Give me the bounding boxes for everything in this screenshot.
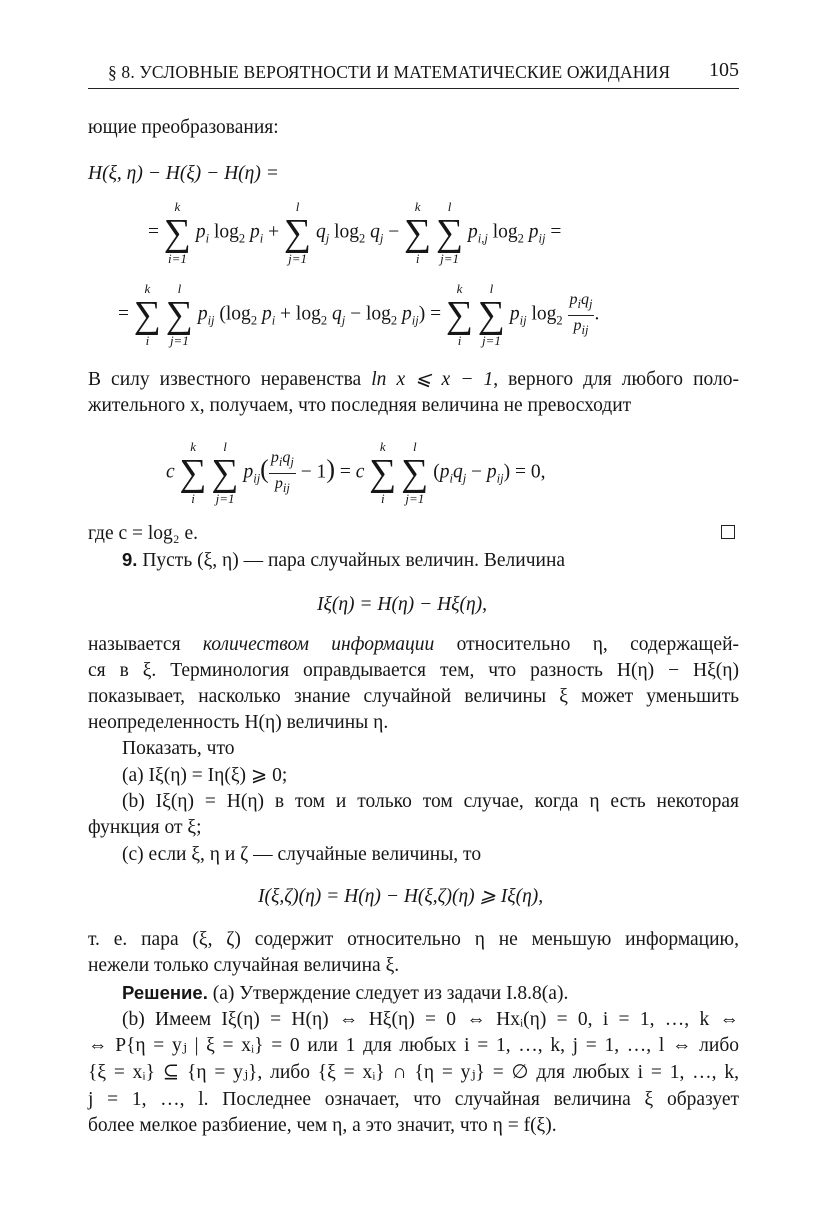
running-head: § 8. УСЛОВНЫЕ ВЕРОЯТНОСТИ И МАТЕМАТИЧЕСКИЕ ОЖИДАНИЯ [108, 62, 671, 82]
equation-line-4: c k ∑ i l ∑ j=1 $p_{ij}$( $\frac{p_iq_j}{p_{ij}}$ − 1) = c k ∑ i l ∑ j=1 $(p_iq_j - p_{ij}) = 0$, [166, 439, 546, 506]
equation-line-1: H(ξ, η) − H(ξ) − H(η) = [88, 163, 279, 184]
equation-line-3: = k ∑ i l ∑ j=1 $p_{ij}$ ($\log_2$ $p_i + \log_2 q_j - \log_2 p_{ij}$) = k ∑ i l ∑ j=1 $p_{ij}$ $\log_2$ $\frac{p_iq_j}{p_{ij}}$ . [118, 281, 600, 348]
running-header [88, 58, 739, 89]
solution-label: Решение. [122, 982, 208, 1003]
inequality-line-1: В силу известного неравенства ln x ⩽ x − 1, верного для любого поло- [88, 369, 739, 390]
problem-9-line-5: неопределенность H(η) величины η. [88, 712, 389, 733]
solution-b-line-5: более мелкое разбиение, чем η, а это значит, что η = f(ξ). [88, 1115, 557, 1136]
where-c: где c = log₂ e. [88, 523, 199, 544]
after-line-2: нежели только случайная величина ξ. [88, 955, 400, 976]
solution-b-line-2: ⇔ P{η = yⱼ | ξ = xᵢ} = 0 или 1 для любых i = 1, …, k, j = 1, …, l ⇔ либо [88, 1035, 739, 1056]
problem-9-line-3: ся в ξ. Терминология оправдывается тем, что разность H(η) − Hξ(η) [88, 660, 739, 681]
item-a: (a) Iξ(η) = Iη(ξ) ⩾ 0; [122, 765, 288, 786]
qed-box [721, 525, 735, 539]
item-c-formula: I(ξ,ζ)(η) = H(η) − H(ξ,ζ)(η) ⩾ Iξ(η), [258, 886, 544, 907]
solution-b-line-4: j = 1, …, l. Последнее означает, что случайная величина ξ образует [88, 1089, 739, 1110]
item-c: (c) если ξ, η и ζ — случайные величины, то [122, 844, 482, 865]
problem-9-line-4: показывает, насколько знание случайной величины ξ может уменьшить [88, 686, 739, 707]
equation-line-2: = k ∑ i=1 $p_i$ $\log_2 p_i$ + l ∑ j=1 $q_j$ $\log_2 q_j$ − k ∑ i l ∑ j=1 $p_{i,j}$ $\log_2 p_{ij}$ = [148, 199, 562, 266]
solution-b-line-3: {ξ = xᵢ} ⊆ {η = yⱼ}, либо {ξ = xᵢ} ∩ {η = yⱼ} = ∅ для любых i = 1, …, k, [88, 1062, 739, 1083]
page-number: 105 [709, 59, 739, 81]
show-that: Показать, что [122, 738, 235, 759]
solution-b-line-1: (b) Имеем Iξ(η) = H(η) ⇔ Hξ(η) = 0 ⇔ Hxᵢ(η) = 0, i = 1, …, k ⇔ [122, 1009, 739, 1030]
problem-number: 9. [122, 549, 138, 570]
item-b-line-2: функция от ξ; [88, 817, 202, 838]
solution-a: Решение. (a) Утверждение следует из задачи I.8.8(a). [122, 982, 569, 1004]
intro-text: ющие преобразования: [88, 117, 279, 138]
problem-9-formula: Iξ(η) = H(η) − Hξ(η), [317, 594, 488, 615]
problem-9-intro: 9. Пусть (ξ, η) — пара случайных величин. Величина [122, 549, 566, 571]
problem-9-line-2: называется количеством информации относительно η, содержащей- [88, 634, 740, 655]
after-line-1: т. е. пара (ξ, ζ) содержит относительно η не меньшую информацию, [88, 929, 739, 950]
inequality-line-2: жительного x, получаем, что последняя величина не превосходит [88, 395, 632, 416]
item-b-line-1: (b) Iξ(η) = H(η) в том и только том случае, когда η есть некоторая [122, 791, 739, 812]
